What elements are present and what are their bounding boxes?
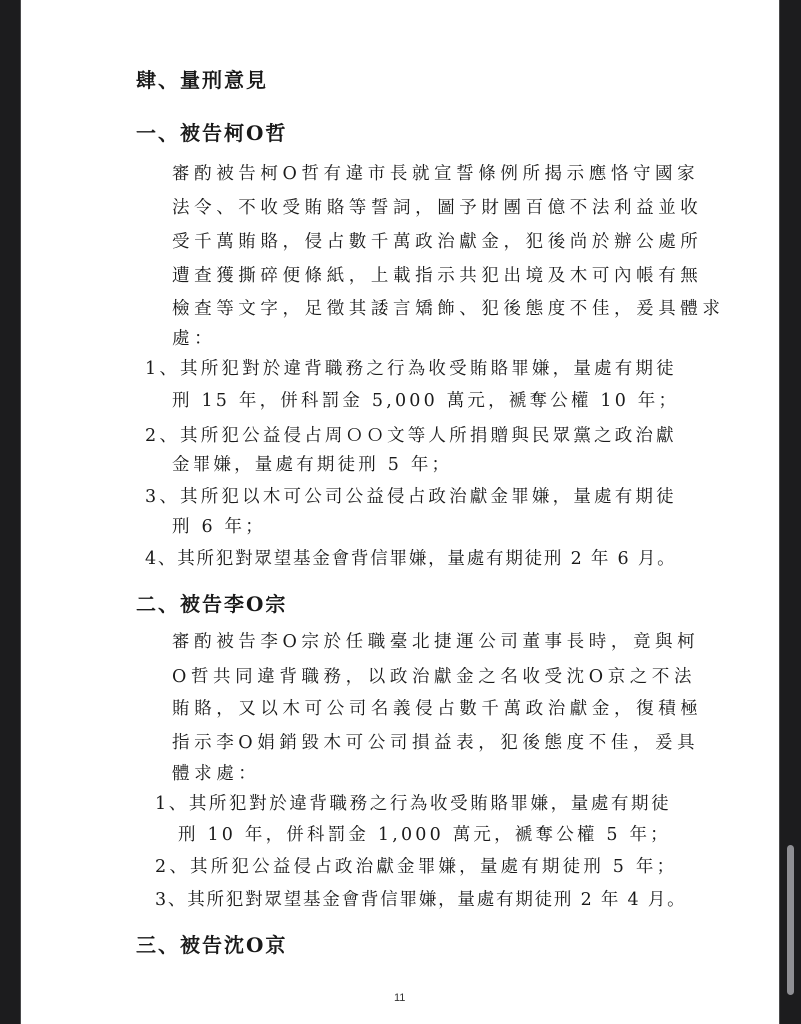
sentence-item: 1、其所犯對於違背職務之行為收受賄賂罪嫌，量處有期徒 [155,794,672,814]
section-heading: 肆、量刑意見 [136,68,268,92]
paragraph-line: 體求處： [172,764,261,784]
sentence-item: 4、其所犯對眾望基金會背信罪嫌，量處有期徒刑 2 年 6 月。 [145,549,677,569]
vertical-scrollbar[interactable] [787,845,794,995]
sentence-item: 3、其所犯以木可公司公益侵占政治獻金罪嫌，量處有期徒 [145,487,677,507]
paragraph-line: 指示李O娟銷毀木可公司損益表，犯後態度不佳，爰具 [172,733,700,753]
sentence-item-continuation: 刑 15 年，併科罰金 5,000 萬元，褫奪公權 10 年； [172,391,680,411]
paragraph-line: 法令、不收受賄賂等誓詞，圖予財團百億不法利益並收 [172,198,703,218]
sentence-item: 2、其所犯公益侵占政治獻金罪嫌，量處有期徒刑 5 年； [155,857,678,877]
defendant-heading: 一、被告柯O哲 [136,121,288,145]
sentence-item: 3、其所犯對眾望基金會背信罪嫌，量處有期徒刑 2 年 4 月。 [155,890,687,910]
paragraph-line: 遭查獲撕碎便條紙，上載指示共犯出境及木可內帳有無 [172,266,703,286]
sentence-item-continuation: 刑 10 年，併科罰金 1,000 萬元，褫奪公權 5 年； [178,825,671,845]
paragraph-line: O哲共同違背職務，以政治獻金之名收受沈O京之不法 [172,667,697,687]
paragraph-line: 檢查等文字，足徵其諉言矯飾、犯後態度不佳，爰具體求 [172,299,725,319]
sentence-item: 1、其所犯對於違背職務之行為收受賄賂罪嫌，量處有期徒 [145,359,677,379]
paragraph-line: 審酌被告李O宗於任職臺北捷運公司董事長時，竟與柯 [172,632,700,652]
paragraph-line: 審酌被告柯O哲有違市長就宣誓條例所揭示應恪守國家 [172,164,700,184]
defendant-heading: 二、被告李O宗 [136,592,288,616]
page-number: 11 [394,992,406,1004]
paragraph-line: 賄賂，又以木可公司名義侵占數千萬政治獻金，復積極 [172,699,703,719]
paragraph-line: 受千萬賄賂，侵占數千萬政治獻金，犯後尚於辦公處所 [172,232,703,252]
sentence-item-continuation: 金罪嫌，量處有期徒刑 5 年； [172,455,453,475]
viewer-left-margin [0,0,21,1024]
sentence-item: 2、其所犯公益侵占周ＯＯ文等人所捐贈與民眾黨之政治獻 [145,426,677,446]
sentence-item-continuation: 刑 6 年； [172,517,266,537]
defendant-heading: 三、被告沈O京 [136,933,288,957]
paragraph-line: 處： [172,329,217,349]
